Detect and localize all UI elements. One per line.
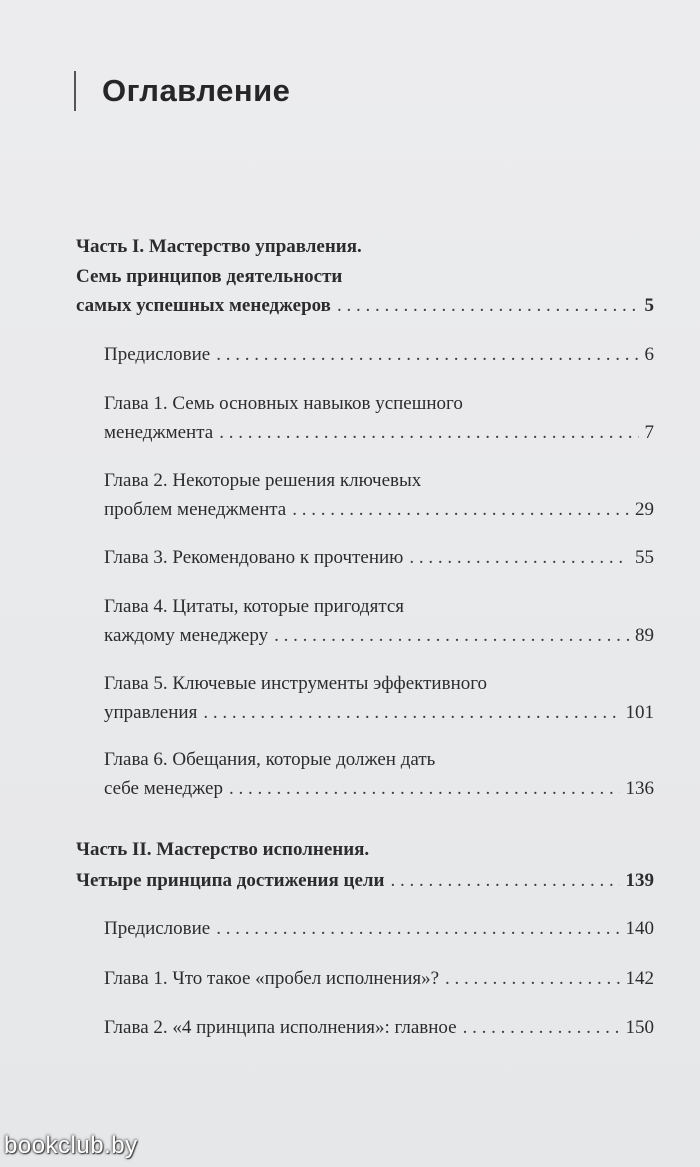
dot-leader <box>409 546 629 570</box>
dot-leader <box>391 869 620 893</box>
part2-title-line2: Четыре принципа достижения цели <box>76 870 385 891</box>
entry-text: Глава 1. Что такое «пробел исполнения»? <box>104 968 440 989</box>
dot-leader <box>229 777 620 801</box>
entry-text: проблем менеджмента <box>104 499 287 520</box>
part1-title-line1: Часть I. Мастерство управления. <box>76 236 362 257</box>
page-number: 150 <box>625 1017 654 1038</box>
page-number: 55 <box>635 547 654 568</box>
toc-entry-chapter4 <box>104 624 654 648</box>
dot-leader <box>203 701 619 725</box>
entry-text: каждому менеджеру <box>104 625 269 646</box>
dot-leader <box>216 917 619 941</box>
page-number: 7 <box>644 422 654 443</box>
part1-title-line2: Семь принципов деятельности <box>76 266 343 287</box>
page-number: 139 <box>625 870 654 891</box>
toc-entry-preface <box>104 343 654 367</box>
entry-text: менеджмента <box>104 422 214 443</box>
dot-leader <box>219 421 638 445</box>
toc-entry-part2-chapter2 <box>104 1016 654 1040</box>
part2-title-line1: Часть II. Мастерство исполнения. <box>76 839 370 860</box>
heading-bar <box>74 71 76 111</box>
toc-entry-chapter6 <box>104 777 654 801</box>
entry-text: управления <box>104 702 198 723</box>
toc-entry-chapter3 <box>104 546 654 570</box>
part1-title-line3: самых успешных менеджеров <box>76 295 331 316</box>
part2-title-row <box>76 869 654 893</box>
dot-leader <box>463 1016 620 1040</box>
toc-entry-chapter1 <box>104 421 654 445</box>
page-number: 5 <box>644 295 654 316</box>
toc-entry-part2-preface <box>104 917 654 941</box>
toc-entry-chapter5-line1: Глава 5. Ключевые инструменты эффективного <box>104 673 488 694</box>
page-number: 89 <box>635 625 654 646</box>
entry-text: Глава 3. Рекомендовано к прочтению <box>104 547 404 568</box>
page-number: 6 <box>644 344 654 365</box>
dot-leader <box>274 624 629 648</box>
dot-leader <box>216 343 638 367</box>
entry-text: себе менеджер <box>104 778 223 799</box>
part1-title-row <box>76 294 654 318</box>
page-number: 101 <box>625 702 654 723</box>
page-number: 29 <box>635 499 654 520</box>
toc-entry-chapter4-line1: Глава 4. Цитаты, которые пригодятся <box>104 596 405 617</box>
dot-leader <box>292 498 629 522</box>
toc-entry-chapter5 <box>104 701 654 725</box>
page-title: Оглавление <box>102 73 291 108</box>
dot-leader <box>445 967 619 991</box>
toc-heading <box>74 66 290 116</box>
toc-entry-part2-chapter1 <box>104 967 654 991</box>
entry-text: Предисловие <box>104 918 211 939</box>
page-number: 140 <box>625 918 654 939</box>
page-number: 142 <box>625 968 654 989</box>
dot-leader <box>337 294 639 318</box>
page-number: 136 <box>625 778 654 799</box>
toc-entry-chapter2-line1: Глава 2. Некоторые решения ключевых <box>104 470 422 491</box>
toc-entry-chapter1-line1: Глава 1. Семь основных навыков успешного <box>104 393 463 414</box>
toc-entry-chapter6-line1: Глава 6. Обещания, которые должен дать <box>104 749 436 770</box>
entry-text: Глава 2. «4 принципа исполнения»: главное <box>104 1017 457 1038</box>
entry-text: Предисловие <box>104 344 211 365</box>
toc-entry-chapter2 <box>104 498 654 522</box>
site-watermark: bookclub.by <box>4 1132 138 1159</box>
